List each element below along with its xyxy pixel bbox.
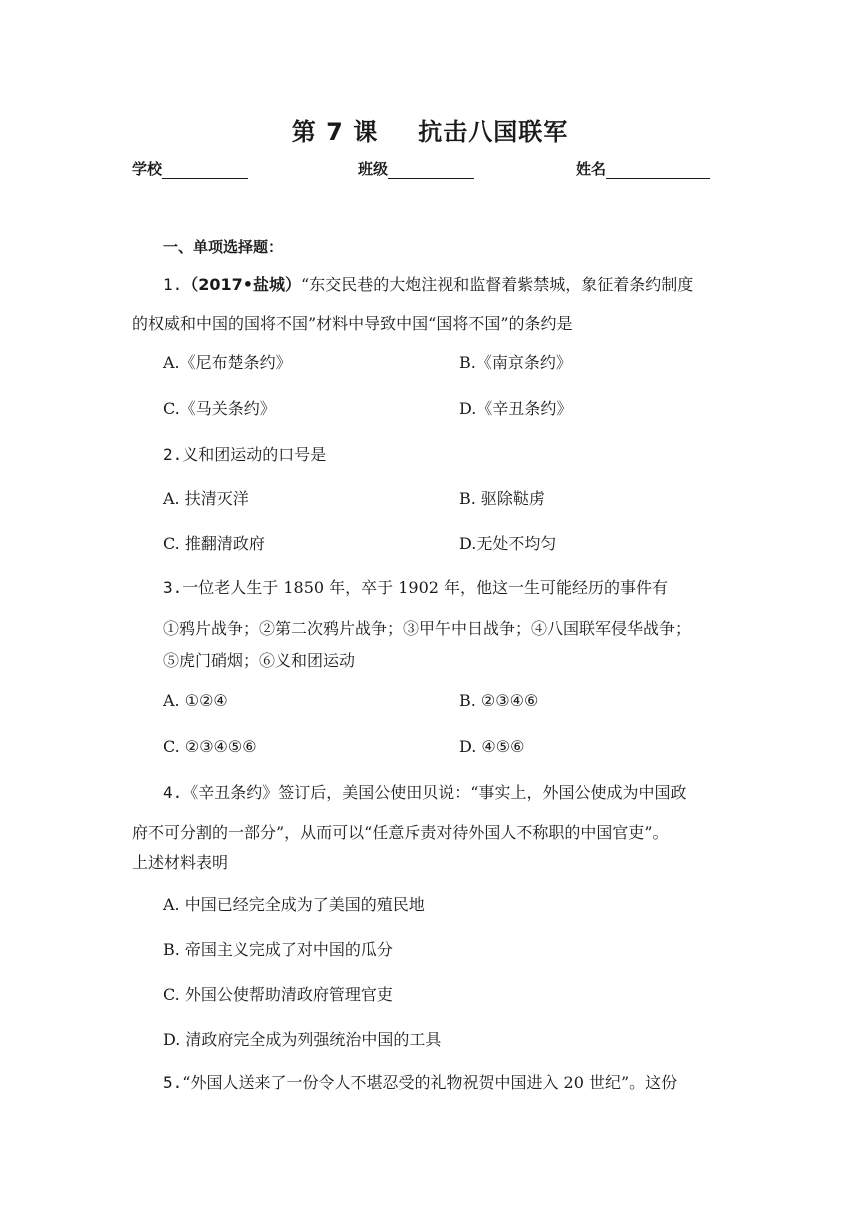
- option-b[interactable]: B. 帝国主义完成了对中国的瓜分: [163, 940, 393, 959]
- lesson-number: 第 7 课: [291, 118, 379, 146]
- question-3: 3.一位老人生于 1850 年，卒于 1902 年，他这一生可能经历的事件有: [163, 578, 669, 597]
- question-line: 上述材料表明: [132, 853, 229, 872]
- class-label: 班级: [358, 160, 389, 178]
- question-source: （2017•盐城）: [182, 275, 302, 294]
- option-a[interactable]: A. 扶清灭洋: [163, 489, 249, 508]
- class-blank[interactable]: [388, 162, 474, 179]
- name-blank[interactable]: [606, 162, 710, 179]
- school-label: 学校: [132, 160, 163, 178]
- school-field: [132, 158, 248, 179]
- school-blank[interactable]: [162, 162, 248, 179]
- section-title: 一、单项选择题：: [163, 238, 284, 256]
- option-a[interactable]: A. 中国已经完全成为了美国的殖民地: [163, 895, 425, 914]
- question-line: ⑤虎门硝烟；⑥义和团运动: [163, 651, 356, 670]
- option-d[interactable]: D.《辛丑条约》: [459, 399, 573, 418]
- question-2: 2.义和团运动的口号是: [163, 445, 327, 464]
- option-c[interactable]: C.《马关条约》: [163, 399, 276, 418]
- page-title: [0, 112, 860, 147]
- class-field: [358, 158, 474, 179]
- option-d[interactable]: D. ④⑤⑥: [459, 737, 525, 756]
- question-line: ①鸦片战争；②第二次鸦片战争；③甲午中日战争；④八国联军侵华战争；: [163, 619, 692, 638]
- question-line: 的权威和中国的国将不国”材料中导致中国“国将不国”的条约是: [132, 314, 573, 333]
- option-b[interactable]: B. 驱除鞑虏: [459, 489, 545, 508]
- option-b[interactable]: B. ②③④⑥: [459, 691, 539, 710]
- question-5: 5.“外国人送来了一份令人不堪忍受的礼物祝贺中国进入 20 世纪”。这份: [163, 1073, 678, 1092]
- option-d[interactable]: D. 清政府完全成为列强统治中国的工具: [163, 1030, 442, 1049]
- option-d[interactable]: D.无处不均匀: [459, 534, 557, 553]
- option-c[interactable]: C. 推翻清政府: [163, 534, 265, 553]
- option-a[interactable]: A.《尼布楚条约》: [163, 353, 292, 372]
- lesson-topic: 抗击八国联军: [418, 118, 569, 146]
- name-field: [576, 158, 710, 179]
- option-a[interactable]: A. ①②④: [163, 691, 228, 710]
- question-4: 4.《辛丑条约》签订后，美国公使田贝说：“事实上，外国公使成为中国政: [163, 783, 687, 802]
- option-c[interactable]: C. 外国公使帮助清政府管理官吏: [163, 985, 393, 1004]
- name-label: 姓名: [576, 160, 607, 178]
- option-b[interactable]: B.《南京条约》: [459, 353, 572, 372]
- option-c[interactable]: C. ②③④⑤⑥: [163, 737, 257, 756]
- question-1: 1.（2017•盐城）“东交民巷的大炮注视和监督着紫禁城，象征着条约制度: [163, 275, 694, 294]
- question-line: 府不可分割的一部分”，从而可以“任意斥责对待外国人不称职的中国官吏”。: [132, 823, 669, 842]
